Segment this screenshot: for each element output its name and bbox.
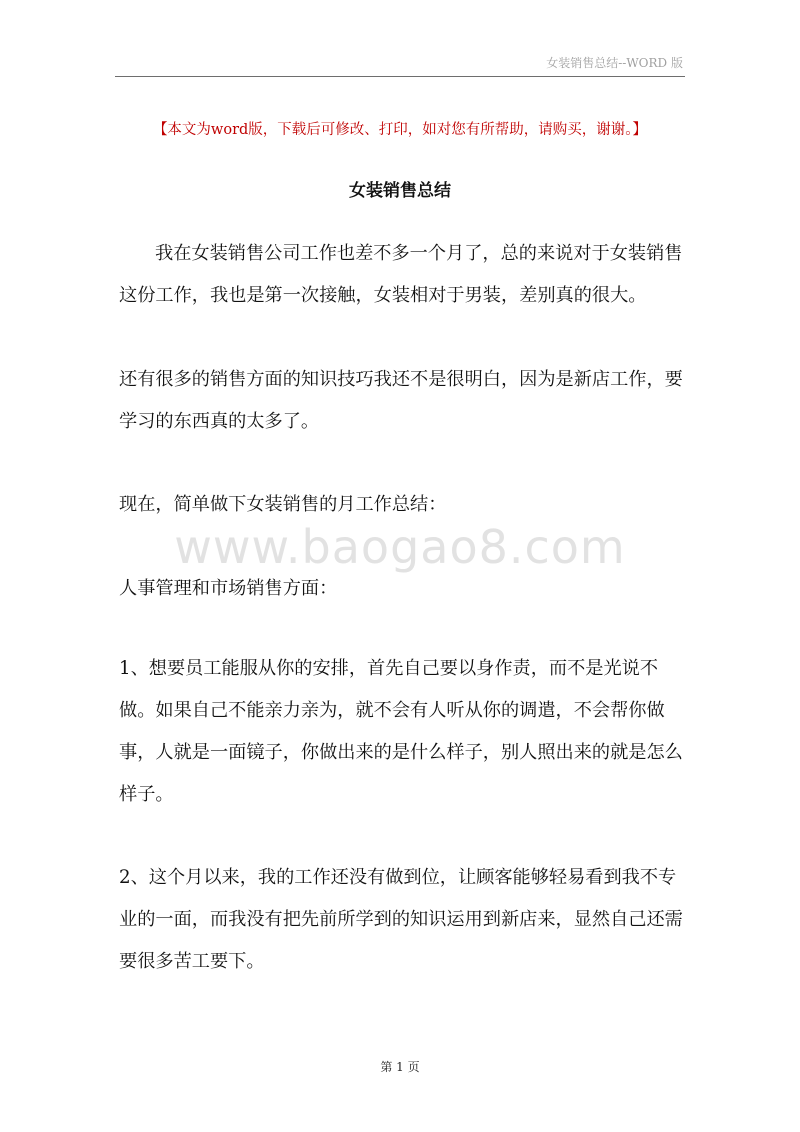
watermark: www.baogao8.com <box>174 520 626 574</box>
page-number: 第 1 页 <box>380 1060 420 1074</box>
purchase-notice: 【本文为word版，下载后可修改、打印，如对您有所帮助，请购买，谢谢。】 <box>152 122 648 138</box>
paragraph-skills: 还有很多的销售方面的知识技巧我还不是很明白，因为是新店工作，要学习的东西真的太多了。 <box>119 369 683 432</box>
header-divider <box>115 76 685 77</box>
paragraph-section-heading: 人事管理和市场销售方面： <box>119 578 338 599</box>
paragraph-intro: 我在女装销售公司工作也差不多一个月了，总的来说对于女装销售这份工作，我也是第一次接触，女装相对于男装，差别真的很大。 <box>119 243 683 306</box>
paragraph-point-2: 2、这个月以来，我的工作还没有做到位，让顾客能够轻易看到我不专业的一面，而我没有把先前所学到的知识运用到新店来，显然自己还需要很多苦工要下。 <box>119 867 683 972</box>
document-title: 女装销售总结 <box>349 181 451 201</box>
paragraph-summary-lead: 现在，简单做下女装销售的月工作总结： <box>119 494 447 515</box>
paragraph-point-1: 1、想要员工能服从你的安排，首先自己要以身作责，而不是光说不做。如果自己不能亲力亲为，就不会有人听从你的调遣，不会帮你做事，人就是一面镜子，你做出来的是什么样子，别人照出来的就是怎么样子。 <box>119 658 683 805</box>
running-header: 女装销售总结--WORD 版 <box>546 56 683 70</box>
